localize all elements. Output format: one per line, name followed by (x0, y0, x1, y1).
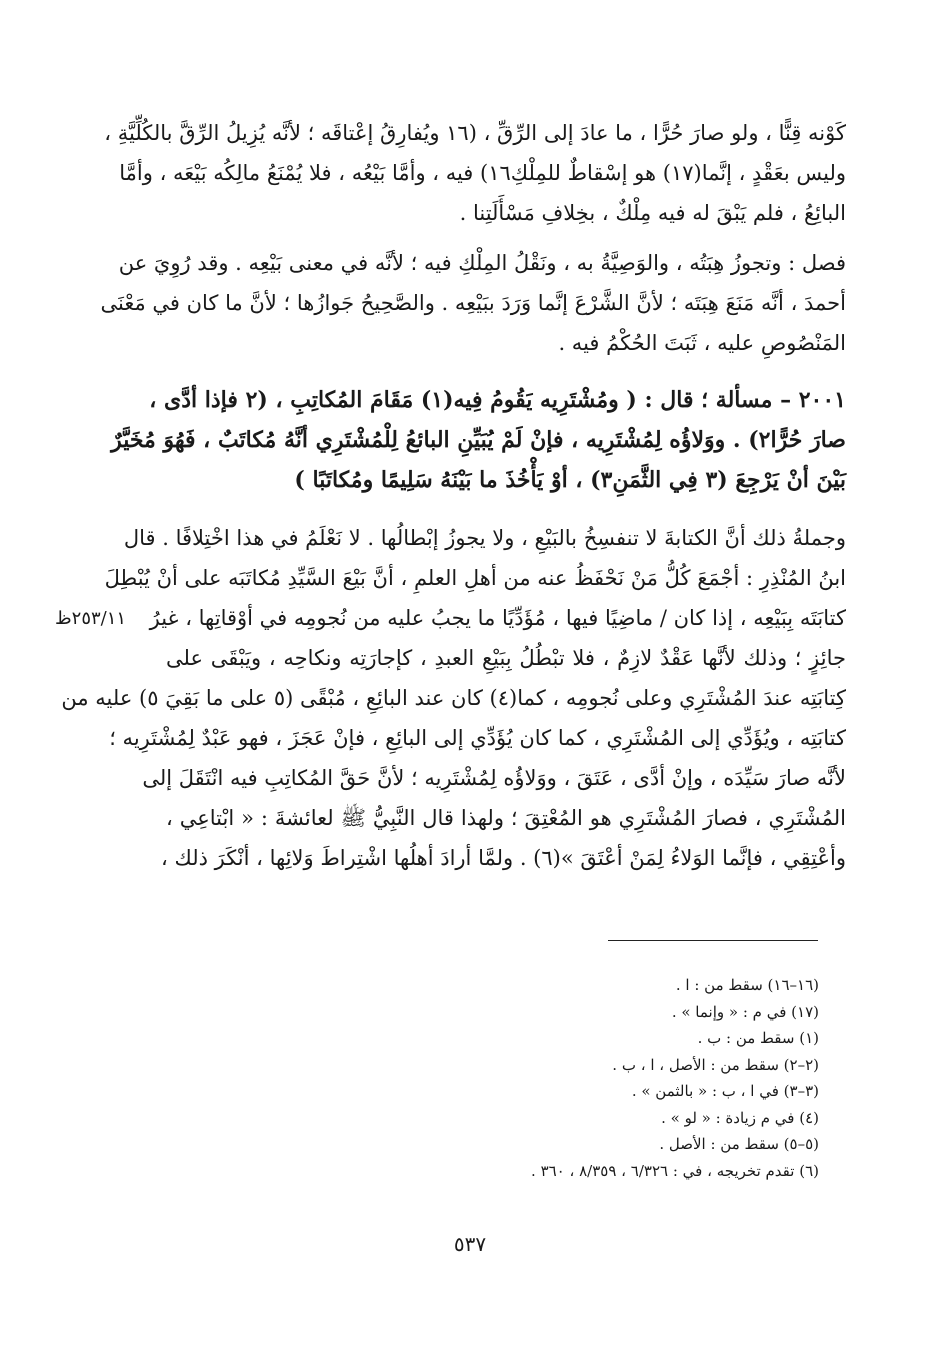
text-line: أحمدَ ، أنَّه مَنَعَ هِبَتَه ؛ لأنَّ الشَّرْعَ إنَّما وَرَدَ ببَيْعِه . والصَّحِيحُ جَوازُها ؛ لأنَّ ما كان في مَعْنَى (100, 291, 846, 315)
text-line: وليس بعَقْدٍ ، إنَّما(١٧) هو إسْقاطٌ للمِلْكِ١٦) فيه ، وأمَّا بَيْعُه ، فلا يُمْنَعُ مالِكُه بَيْعَه ، وأمَّا (119, 161, 846, 185)
text-line: وأعْتِقِي ، فإنَّما الوَلاءُ لِمَنْ أعْتَقَ »(٦) . ولمَّا أرادَ أهلُها اشْتِراطَ وَلائِها ، أنْكَرَ ذلك ، (161, 846, 846, 870)
page-number: ٥٣٧ (453, 1232, 487, 1256)
text-line: ٢٠٠١ – مسألة ؛ قال : ( ومُشْتَرِيه يَقُومُ فِيه(١) مَقَامَ المُكاتِبِ ، (٢ فإذا أدَّى ، (149, 387, 846, 413)
text-line: المُشْتَرِي ، فصارَ المُشْتَرِي هو المُعْتِقَ ؛ ولهذا قال النَّبِيُّ ﷺ لعائشةَ : « ابْتاعِي ، (166, 806, 846, 830)
text-line: كتابَتَه بِبَيْعِه ، إذا كان / ماضِيًا فيها ، مُؤَدِّيًا ما يجبُ عليه من نُجومِه في أوْقاتِها ، غيرُ (149, 606, 846, 630)
text-line: لأنَّه صارَ سَيِّدَه ، وإنْ أدَّى ، عَتَقَ ، ووَلاؤُه لِمُشْتَرِيه ؛ لأنَّ حَقَّ المُكاتِبِ فيه انْتَقَلَ إلى (142, 766, 846, 790)
margin-reference: ٢٥٣/١١ظ (55, 608, 127, 629)
footnote: (٦) تقدم تخريجه ، في : ٦/٣٢٦ ، ٨/٣٥٩ ، ٣٦٠ . (531, 1161, 819, 1180)
footnote: (٣–٣) في ا ، ب : « بالثمن » . (631, 1082, 819, 1100)
text-line: جائِزٍ ؛ وذلك لأنَّها عَقْدٌ لازِمٌ ، فلا تبْطُلُ بِبَيْعِ العبدِ ، كإجارَتِه ونكاحِه ، ويَبْقَى على (166, 646, 846, 670)
paragraph-fasl (100, 243, 846, 363)
text-line: وجملةُ ذلك أنَّ الكتابةَ لا تنفسِخُ بالبَيْعِ ، ولا يجوزُ إبْطالُها . لا نَعْلَمُ في هذا اخْتِلافًا . قال (123, 526, 846, 550)
footnote: (١٦–١٦) سقط من : ا . (675, 976, 819, 994)
text-line: كِتابَتِه عندَ المُشْتَرِي وعلى نُجومِه ، كما(٤) كان عند البائِعِ ، مُبْقًى (٥ على ما بَقِيَ ٥) عليه من (61, 686, 846, 710)
text-line: كتابَتِه ، ويُؤَدِّي إلى المُشْتَرِي ، كما كان يُؤَدِّي إلى البائِعِ ، فإنْ عَجَزَ ، فهو عَبْدٌ لِمُشْتَرِيه ؛ (109, 726, 846, 750)
paragraph-continuation (104, 113, 846, 233)
footnotes (399, 972, 819, 1184)
footnote-separator (608, 940, 818, 941)
footnote: (١) سقط من : ب . (697, 1029, 819, 1047)
text-line: صارَ حُرًّا٢) . ووَلاؤُه لِمُشْتَرِيه ، فإنْ لَمْ يُبَيِّنِ البائعُ لِلْمُشْتَرِي أنَّهُ مُكاتَبٌ ، فَهُوَ مُخَيَّرٌ (111, 427, 846, 453)
text-line: المَنْصُوصِ عليه ، ثَبَتَ الحُكْمُ فيه . (558, 331, 846, 355)
text-line: كَوْنه قِنًّا ، ولو صارَ حُرًّا ، ما عادَ إلى الرِّقِّ ، (١٦ ويُفارِقُ إعْتاقَه ؛ لأنَّه يُزِيلُ الرِّقَّ بالكُلِّيَّةِ ، (104, 121, 846, 145)
footnote: (٢–٢) سقط من : الأصل ، ا ، ب . (612, 1055, 819, 1074)
text-line: ابنُ المُنْذِرِ : أجْمَعَ كُلُّ مَنْ نَحْفَظُ عنه من أهلِ العلمِ ، أنَّ بَيْعَ السَّيِّدِ مُكاتَبَه على أنْ يُبْطِلَ (104, 566, 846, 590)
text-line: فصل : وتجوزُ هِبَتُه ، والوَصِيَّةُ به ، ونَقْلُ المِلْكِ فيه ؛ لأنَّه في معنى بَيْعِه . وقد رُوِيَ عن (118, 251, 846, 275)
footnote: (٤) في م زيادة : « لو » . (661, 1108, 819, 1127)
footnote: (١٧) في م : « وإنما » . (671, 1002, 819, 1021)
text-line: بَيْنَ أنْ يَرْجِعَ (٣ فِي الثَّمَنِ٣) ، أوْ يَأْخُذَ ما بَيْنَهُ سَلِيمًا ومُكاتَبًا ) (294, 467, 846, 493)
paragraph-masala (111, 380, 846, 500)
footnote: (٥–٥) سقط من : الأصل . (659, 1135, 819, 1153)
text-line: البائِعُ ، فلم يَبْقَ له فيه مِلْكٌ ، بخِلافِ مَسْأَلَتِنا . (459, 201, 846, 225)
